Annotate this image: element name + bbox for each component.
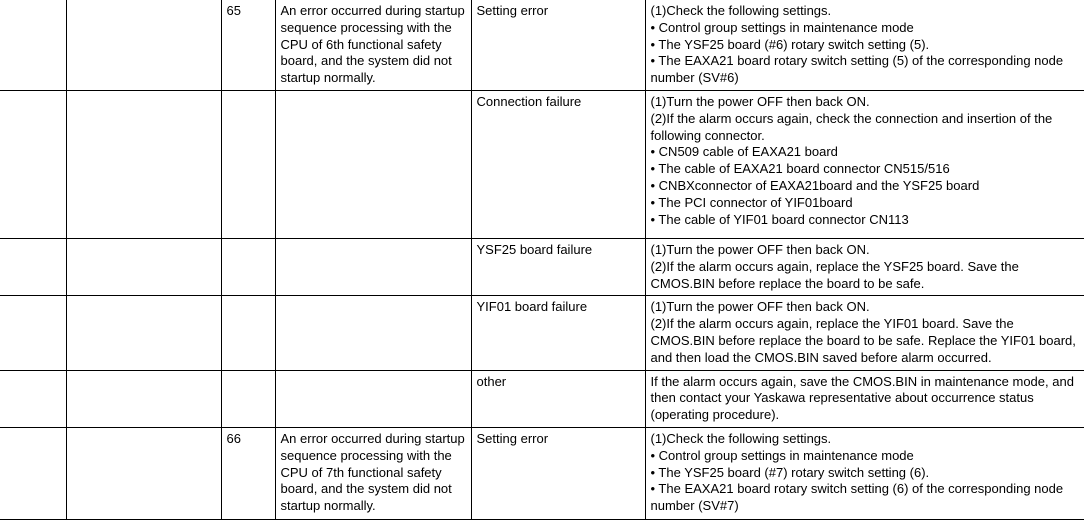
alarm-name-cell <box>66 238 221 295</box>
remedy-line: (2)If the alarm occurs again, replace the YSF25 board. Save the CMOS.BIN before replace the board to be safe. <box>650 258 1023 291</box>
cause: Setting error <box>476 430 549 446</box>
alarm-number-cell <box>0 90 66 238</box>
description-cell <box>275 90 471 238</box>
cause: YSF25 board failure <box>476 241 593 257</box>
remedy-line: • CN509 cable of EAXA21 board <box>650 144 838 160</box>
remedy-line: • The EAXA21 board rotary switch setting (5) of the corresponding node number (SV#6) <box>650 53 1067 86</box>
table-row <box>0 427 1084 519</box>
description-cell <box>275 296 471 370</box>
alarm-name-cell <box>66 90 221 238</box>
remedy-line: (1)Turn the power OFF then back ON. <box>650 93 870 109</box>
sub-code-cell <box>221 370 275 427</box>
description-cell <box>275 427 471 519</box>
remedy-line: (2)If the alarm occurs again, replace the YIF01 board. Save the CMOS.BIN before replace the board to be safe. Replace the YIF01 board, and then load the CMOS.BIN saved before alarm occurred. <box>650 316 1080 365</box>
remedy-line: • Control group settings in maintenance mode <box>650 447 914 463</box>
remedy-cell <box>645 90 1084 238</box>
remedy-line: • The EAXA21 board rotary switch setting (6) of the corresponding node number (SV#7) <box>650 481 1067 514</box>
remedy-line: • Control group settings in maintenance mode <box>650 19 914 35</box>
alarm-name-cell <box>66 296 221 370</box>
alarm-number-cell <box>0 238 66 295</box>
cause-cell <box>471 370 645 427</box>
table-row <box>0 90 1084 238</box>
cause: other <box>476 373 507 389</box>
sub-code-cell <box>221 427 275 519</box>
description: An error occurred during startup sequence processing with the CPU of 7th functional safety board, and the system did not startup normally. <box>280 430 465 514</box>
description: An error occurred during startup sequence processing with the CPU of 6th functional safety board, and the system did not startup normally. <box>280 3 465 86</box>
alarm-number-cell <box>0 296 66 370</box>
remedy-line: (2)If the alarm occurs again, check the connection and insertion of the following connector. <box>650 110 1056 143</box>
remedy-line: If the alarm occurs again, save the CMOS.BIN in maintenance mode, and then contact your Yaskawa representative about occurrence status (operating procedure). <box>650 373 1078 423</box>
description-cell <box>275 238 471 295</box>
cause-cell <box>471 90 645 238</box>
alarm-number-cell <box>0 370 66 427</box>
remedy-cell <box>645 427 1084 519</box>
cause-cell <box>471 238 645 295</box>
cause-cell <box>471 296 645 370</box>
cause: Connection failure <box>476 93 582 109</box>
remedy-line: (1)Check the following settings. <box>650 3 832 18</box>
cause-cell <box>471 427 645 519</box>
cause-cell <box>471 0 645 90</box>
remedy-cell <box>645 238 1084 295</box>
remedy-line: • The PCI connector of YIF01board <box>650 194 853 210</box>
alarm-number-cell <box>0 427 66 519</box>
alarm-number-cell <box>0 0 66 90</box>
remedy-line: • The cable of EAXA21 board connector CN515/516 <box>650 161 950 177</box>
sub-code: 65 <box>226 3 241 18</box>
table-row <box>0 296 1084 370</box>
remedy-line: • The YSF25 board (#6) rotary switch setting (5). <box>650 36 930 52</box>
alarm-name-cell <box>66 427 221 519</box>
sub-code-cell <box>221 238 275 295</box>
remedy-line: (1)Turn the power OFF then back ON. <box>650 241 870 257</box>
cause: Setting error <box>476 3 549 18</box>
table-row <box>0 238 1084 295</box>
alarm-name-cell <box>66 0 221 90</box>
remedy-cell <box>645 370 1084 427</box>
cause: YIF01 board failure <box>476 299 588 315</box>
description-cell <box>275 370 471 427</box>
remedy-line: (1)Check the following settings. <box>650 430 832 446</box>
sub-code-cell <box>221 296 275 370</box>
alarm-name-cell <box>66 370 221 427</box>
table-row <box>0 370 1084 427</box>
sub-code: 66 <box>226 430 241 446</box>
sub-code-cell <box>221 0 275 90</box>
sub-code-cell <box>221 90 275 238</box>
remedy-line: • The YSF25 board (#7) rotary switch setting (6). <box>650 464 930 480</box>
remedy-line: (1)Turn the power OFF then back ON. <box>650 299 870 315</box>
remedy-cell <box>645 0 1084 90</box>
table-row <box>0 0 1084 90</box>
remedy-line: • CNBXconnector of EAXA21board and the YSF25 board <box>650 177 980 193</box>
description-cell <box>275 0 471 90</box>
remedy-cell <box>645 296 1084 370</box>
remedy-line: • The cable of YIF01 board connector CN113 <box>650 211 909 227</box>
